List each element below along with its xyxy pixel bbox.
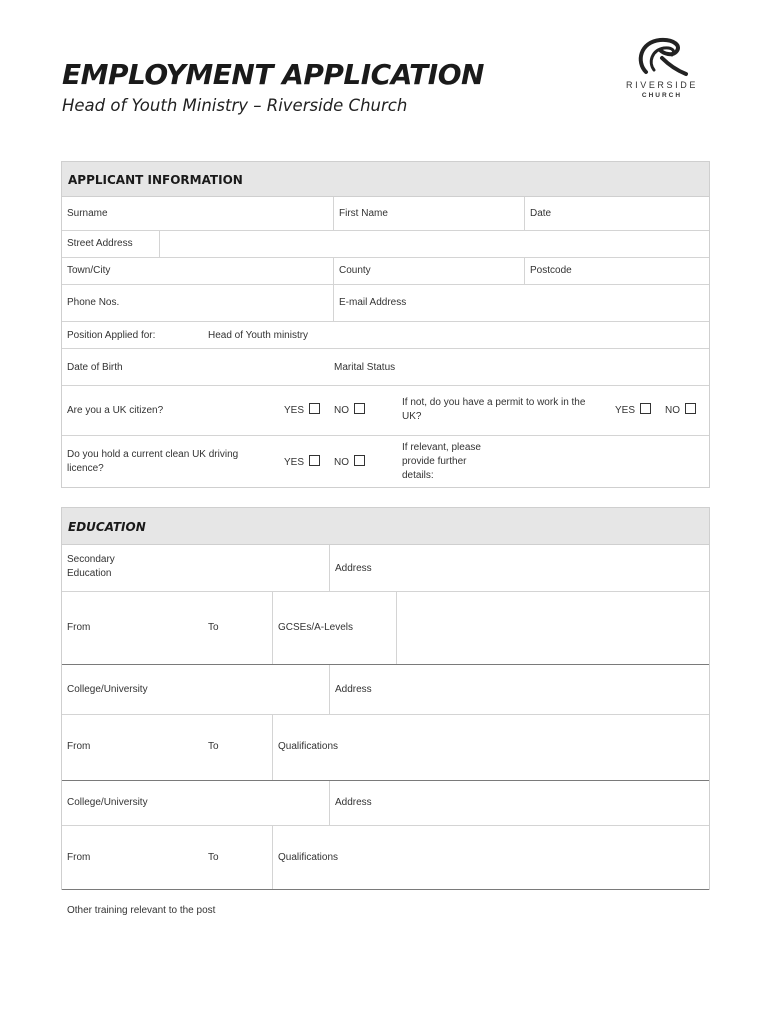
uk-citizen-yes-checkbox[interactable]: [309, 403, 320, 414]
name-row: [62, 197, 709, 231]
date-field[interactable]: [524, 197, 709, 230]
college-2-qualifications-label: Qualifications: [278, 852, 339, 863]
uk-citizen-no-label: NO: [334, 405, 349, 416]
licence-yes-checkbox[interactable]: [309, 455, 320, 466]
secondary-address-label: Address: [335, 563, 372, 574]
gcses-field[interactable]: [272, 592, 397, 664]
secondary-from-label: From: [67, 622, 91, 633]
college-2-to-label: To: [208, 852, 219, 863]
work-permit-yes[interactable]: [615, 403, 651, 416]
college-1-qualifications-field[interactable]: [272, 715, 709, 780]
secondary-dates-row: [62, 592, 709, 665]
licence-yes-label: YES: [284, 457, 305, 468]
form-subtitle: Head of Youth Ministry – Riverside Church: [62, 96, 408, 115]
dob-field[interactable]: [62, 349, 334, 385]
applicant-information-section: [61, 161, 710, 488]
logo-wordmark: RIVERSIDE: [626, 80, 698, 90]
postcode-label: Postcode: [530, 265, 572, 276]
college-1-from-field[interactable]: [62, 715, 273, 780]
surname-field[interactable]: [62, 197, 334, 230]
college-2-from-label: From: [67, 852, 91, 863]
secondary-address-field[interactable]: [329, 545, 709, 591]
river-swirl-icon: [632, 36, 692, 78]
college-2-row: [62, 781, 709, 826]
gcses-details-field[interactable]: [396, 592, 709, 664]
date-label: Date: [530, 208, 552, 219]
email-label: E-mail Address: [339, 297, 407, 308]
position-label: Position Applied for:: [67, 330, 156, 341]
marital-status-label: Marital Status: [334, 362, 396, 373]
postcode-field[interactable]: [524, 258, 709, 284]
county-field[interactable]: [333, 258, 525, 284]
college-1-qualifications-label: Qualifications: [278, 741, 339, 752]
uk-citizen-yes[interactable]: [284, 403, 320, 416]
licence-no-label: NO: [334, 457, 349, 468]
licence-label: Do you hold a current clean UK driving licence?: [67, 449, 239, 474]
college-2-address-field[interactable]: [329, 781, 709, 825]
education-heading: EDUCATION: [62, 508, 709, 545]
work-permit-yes-label: YES: [615, 405, 636, 416]
work-permit-no-checkbox[interactable]: [685, 403, 696, 414]
secondary-education-label: Secondary Education: [67, 554, 115, 579]
uk-citizen-no[interactable]: [334, 403, 365, 416]
position-row: [62, 322, 709, 349]
further-details-label: If relevant, please provide further details:: [402, 442, 481, 481]
position-value[interactable]: Head of Youth ministry: [208, 330, 309, 341]
street-row: [62, 231, 709, 258]
college-2-qualifications-field[interactable]: [272, 826, 709, 889]
contact-row: [62, 285, 709, 322]
uk-citizen-no-checkbox[interactable]: [354, 403, 365, 414]
college-2-dates-row: [62, 826, 709, 890]
applicant-information-heading: APPLICANT INFORMATION: [62, 162, 709, 197]
logo-submark: CHURCH: [641, 92, 683, 99]
other-training-label: Other training relevant to the post: [67, 905, 216, 916]
gcses-label: GCSEs/A-Levels: [278, 622, 354, 633]
college-1-to-label: To: [208, 741, 219, 752]
work-permit-no[interactable]: [665, 403, 696, 416]
town-field[interactable]: [62, 258, 334, 284]
birth-row: [62, 349, 709, 386]
licence-no-checkbox[interactable]: [354, 455, 365, 466]
town-label: Town/City: [67, 265, 111, 276]
email-field[interactable]: [333, 285, 709, 321]
phone-label: Phone Nos.: [67, 297, 120, 308]
uk-citizen-yes-label: YES: [284, 405, 305, 416]
work-permit-label: If not, do you have a permit to work in the UK?: [402, 397, 586, 422]
college-1-field[interactable]: [62, 665, 330, 714]
college-1-dates-row: [62, 715, 709, 781]
college-1-address-field[interactable]: [329, 665, 709, 714]
phone-field[interactable]: [62, 285, 334, 321]
marital-status-field[interactable]: [333, 349, 709, 385]
college-1-address-label: Address: [335, 684, 372, 695]
college-2-address-label: Address: [335, 797, 372, 808]
college-2-label: College/University: [67, 797, 148, 808]
riverside-logo: [612, 36, 712, 106]
town-row: [62, 258, 709, 285]
secondary-row: [62, 545, 709, 592]
first-name-field[interactable]: [333, 197, 525, 230]
dob-label: Date of Birth: [67, 362, 123, 373]
college-2-field[interactable]: [62, 781, 330, 825]
form-title: EMPLOYMENT APPLICATION: [62, 58, 484, 91]
first-name-label: First Name: [339, 208, 388, 219]
secondary-education-field[interactable]: [62, 545, 330, 591]
secondary-from-field[interactable]: [62, 592, 273, 664]
college-1-row: [62, 665, 709, 715]
college-1-label: College/University: [67, 684, 148, 695]
licence-yes[interactable]: [284, 455, 320, 468]
education-section: [61, 507, 710, 890]
secondary-to-label: To: [208, 622, 219, 633]
licence-no[interactable]: [334, 455, 365, 468]
work-permit-no-label: NO: [665, 405, 680, 416]
street-label: Street Address: [67, 238, 133, 249]
surname-label: Surname: [67, 208, 108, 219]
citizenship-row: [62, 386, 709, 436]
licence-row: [62, 436, 709, 487]
uk-citizen-label: Are you a UK citizen?: [67, 405, 164, 416]
college-1-from-label: From: [67, 741, 91, 752]
work-permit-yes-checkbox[interactable]: [640, 403, 651, 414]
county-label: County: [339, 265, 371, 276]
street-field[interactable]: [159, 231, 709, 257]
college-2-from-field[interactable]: [62, 826, 273, 889]
